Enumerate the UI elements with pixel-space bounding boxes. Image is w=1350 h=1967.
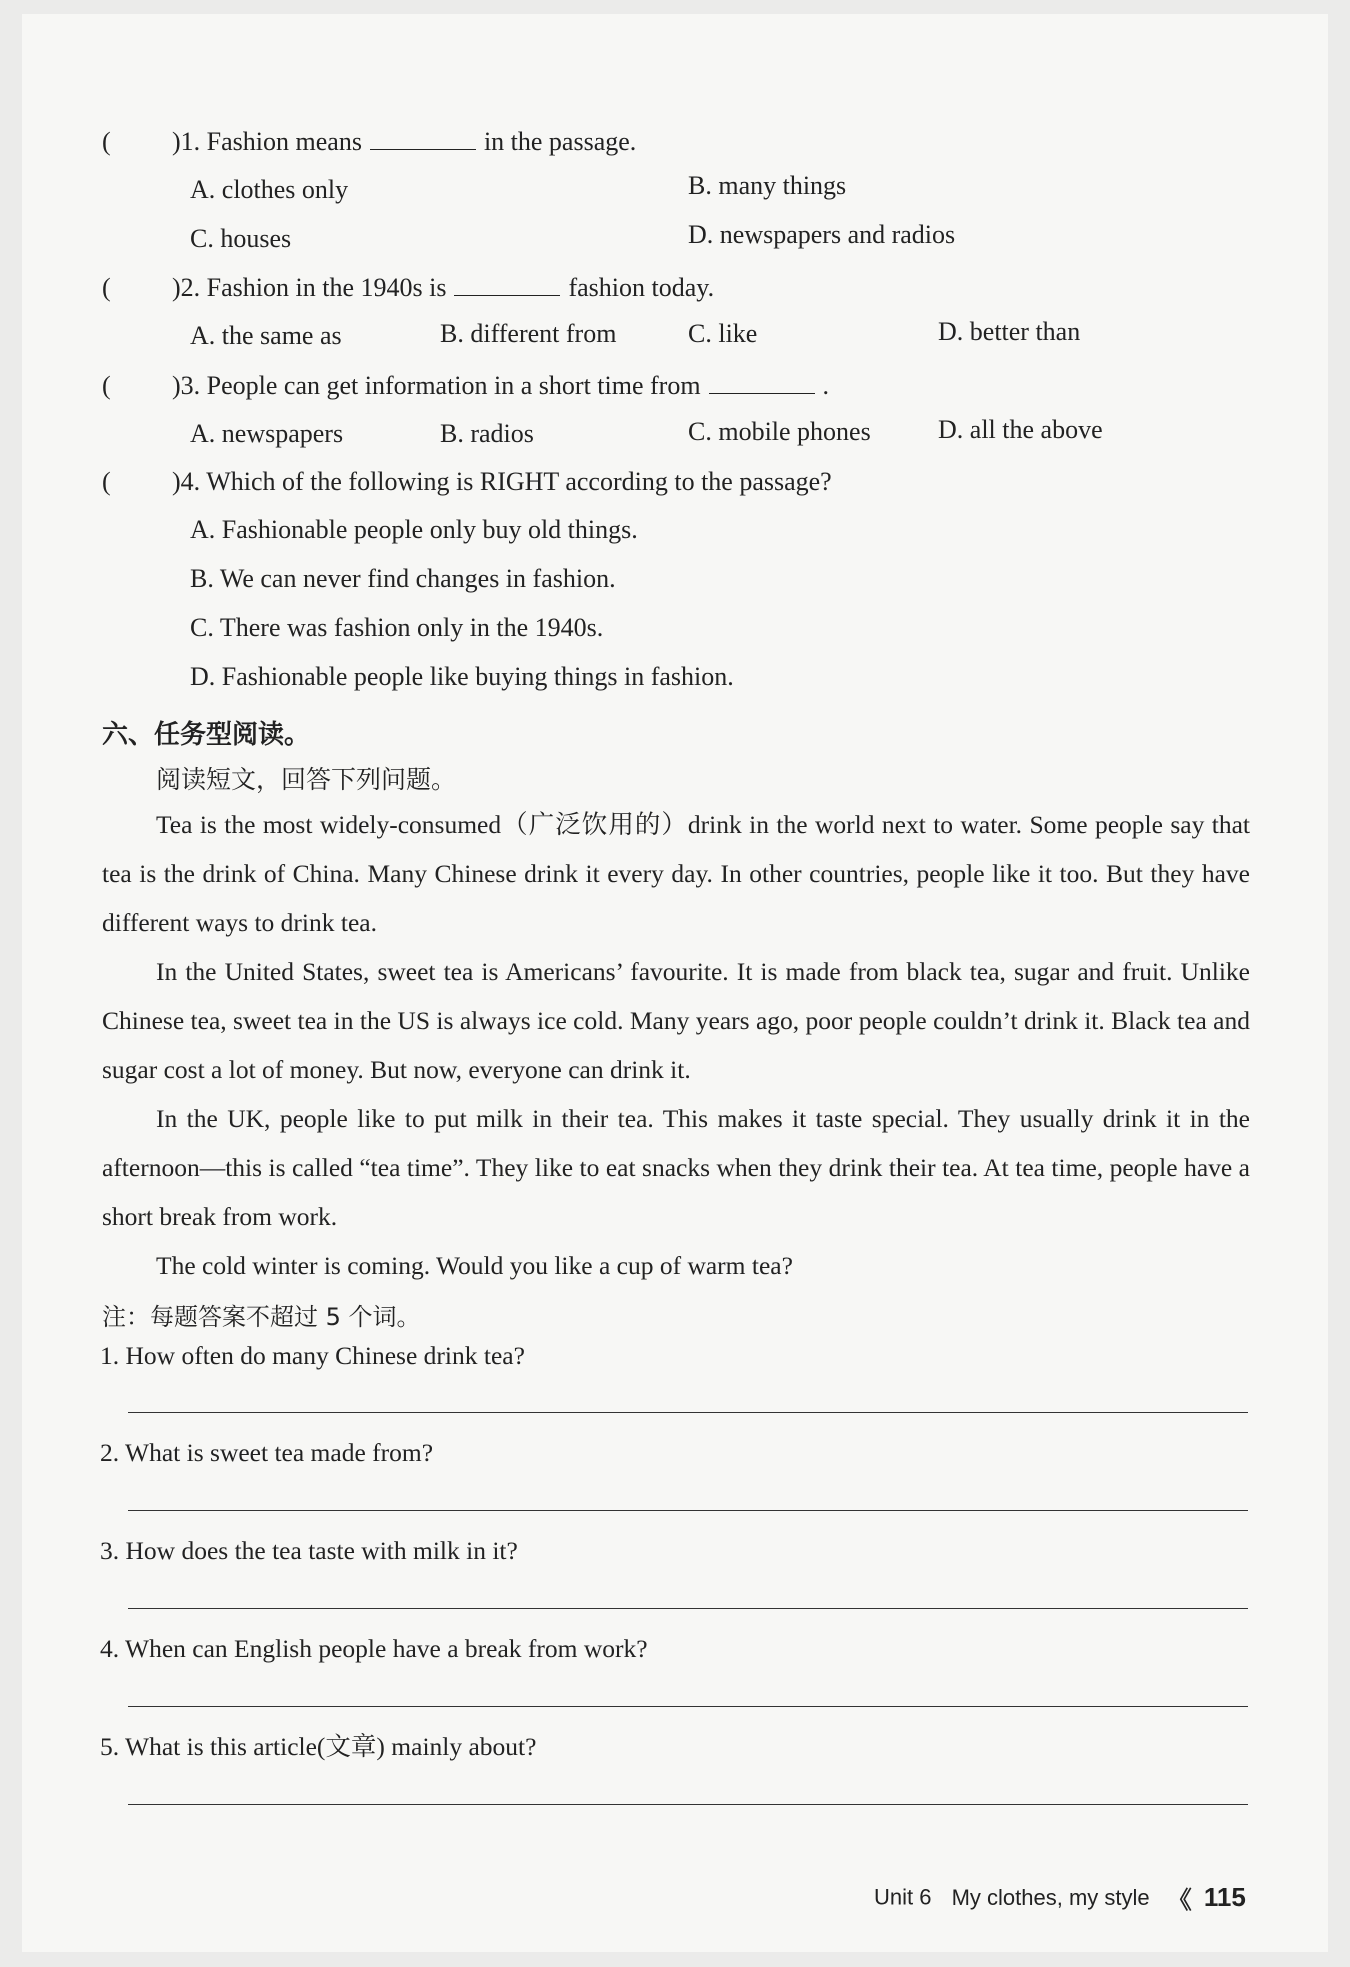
answer-line-3[interactable] <box>128 1608 1248 1609</box>
mc-question-4 <box>102 466 832 498</box>
short-question-1: 1. How often do many Chinese drink tea? <box>100 1341 525 1370</box>
option-c: C. mobile phones <box>688 417 871 446</box>
answer-bracket: ( <box>102 127 111 156</box>
option-a: A. newspapers <box>190 419 344 448</box>
option-b: B. different from <box>440 319 617 348</box>
footer-title: My clothes, my style <box>951 1884 1150 1910</box>
mc-question-1 <box>102 126 636 158</box>
option-c: C. There was fashion only in the 1940s. <box>190 613 604 642</box>
answer-bracket: ( <box>102 467 111 496</box>
short-question-4: 4. When can English people have a break from work? <box>100 1634 648 1663</box>
answer-bracket: ( <box>102 273 111 302</box>
question-text: Fashion means <box>206 127 362 156</box>
passage-paragraph-4: The cold winter is coming. Would you like a cup of warm tea? <box>156 1251 793 1280</box>
passage-paragraph-3: In the UK, people like to put milk in their tea. This makes it taste special. They usually drink it in the afternoon—this is called “tea time”. They like to eat snacks when they drink their tea. At tea time, people have a short break from work. <box>102 1104 1250 1231</box>
page-footer <box>874 1880 1246 1915</box>
short-question-2: 2. What is sweet tea made from? <box>100 1438 434 1467</box>
option-a: A. clothes only <box>190 175 349 204</box>
question-number: )4. <box>172 467 201 496</box>
passage-paragraph-2: In the United States, sweet tea is Americans’ favourite. It is made from black tea, sugar and fruit. Unlike Chinese tea, sweet tea in the US is always ice cold. Many years ago, poor people couldn’t drink it. Black tea and sugar cost a lot of money. But now, everyone can drink it. <box>102 957 1250 1084</box>
question-text: People can get information in a short time from <box>206 371 701 400</box>
option-a: A. the same as <box>190 321 342 350</box>
short-question-3: 3. How does the tea taste with milk in it? <box>100 1536 518 1565</box>
question-text-after: in the passage. <box>483 127 637 156</box>
fill-blank[interactable] <box>709 371 815 394</box>
option-b: B. We can never find changes in fashion. <box>190 564 616 593</box>
chevron-left-icon: 《 <box>1167 1887 1192 1914</box>
option-c: C. houses <box>190 224 292 253</box>
option-a: A. Fashionable people only buy old things. <box>190 515 638 544</box>
worksheet-page <box>22 14 1328 1952</box>
question-text: Fashion in the 1940s is <box>206 273 447 302</box>
option-d: D. Fashionable people like buying things in fashion. <box>190 662 734 691</box>
option-c: C. like <box>688 319 758 348</box>
option-b: B. radios <box>440 419 534 448</box>
fill-blank[interactable] <box>454 273 560 296</box>
question-number: )1. <box>172 127 201 156</box>
mc-question-3 <box>102 370 829 402</box>
section-heading: 六、任务型阅读。 <box>102 720 311 750</box>
option-b: B. many things <box>688 171 847 200</box>
mc-question-2 <box>102 272 714 304</box>
question-number: )2. <box>172 273 201 302</box>
answer-line-2[interactable] <box>128 1510 1248 1511</box>
footer-unit: Unit 6 <box>874 1884 932 1910</box>
passage-paragraph-1: Tea is the most widely-consumed（广泛饮用的）drink in the world next to water. Some people say that tea is the drink of China. Many Chinese drink it every day. In other countries, people like it too. But they have different ways to drink tea. <box>102 810 1250 937</box>
fill-blank[interactable] <box>370 127 476 150</box>
answer-note: 注：每题答案不超过 5 个词。 <box>102 1303 421 1331</box>
answer-line-4[interactable] <box>128 1706 1248 1707</box>
short-question-5: 5. What is this article(文章) mainly about? <box>100 1732 537 1761</box>
question-text-after: . <box>822 371 830 400</box>
answer-bracket: ( <box>102 371 111 400</box>
page-number: 115 <box>1203 1882 1246 1912</box>
question-number: )3. <box>172 371 201 400</box>
answer-line-5[interactable] <box>128 1804 1248 1805</box>
section-instruction: 阅读短文，回答下列问题。 <box>156 765 457 794</box>
question-text: Which of the following is RIGHT according to the passage? <box>206 467 832 496</box>
question-text-after: fashion today. <box>568 273 715 302</box>
answer-line-1[interactable] <box>128 1412 1248 1413</box>
option-d: D. all the above <box>938 415 1103 444</box>
option-d: D. newspapers and radios <box>688 220 956 249</box>
option-d: D. better than <box>938 317 1081 346</box>
